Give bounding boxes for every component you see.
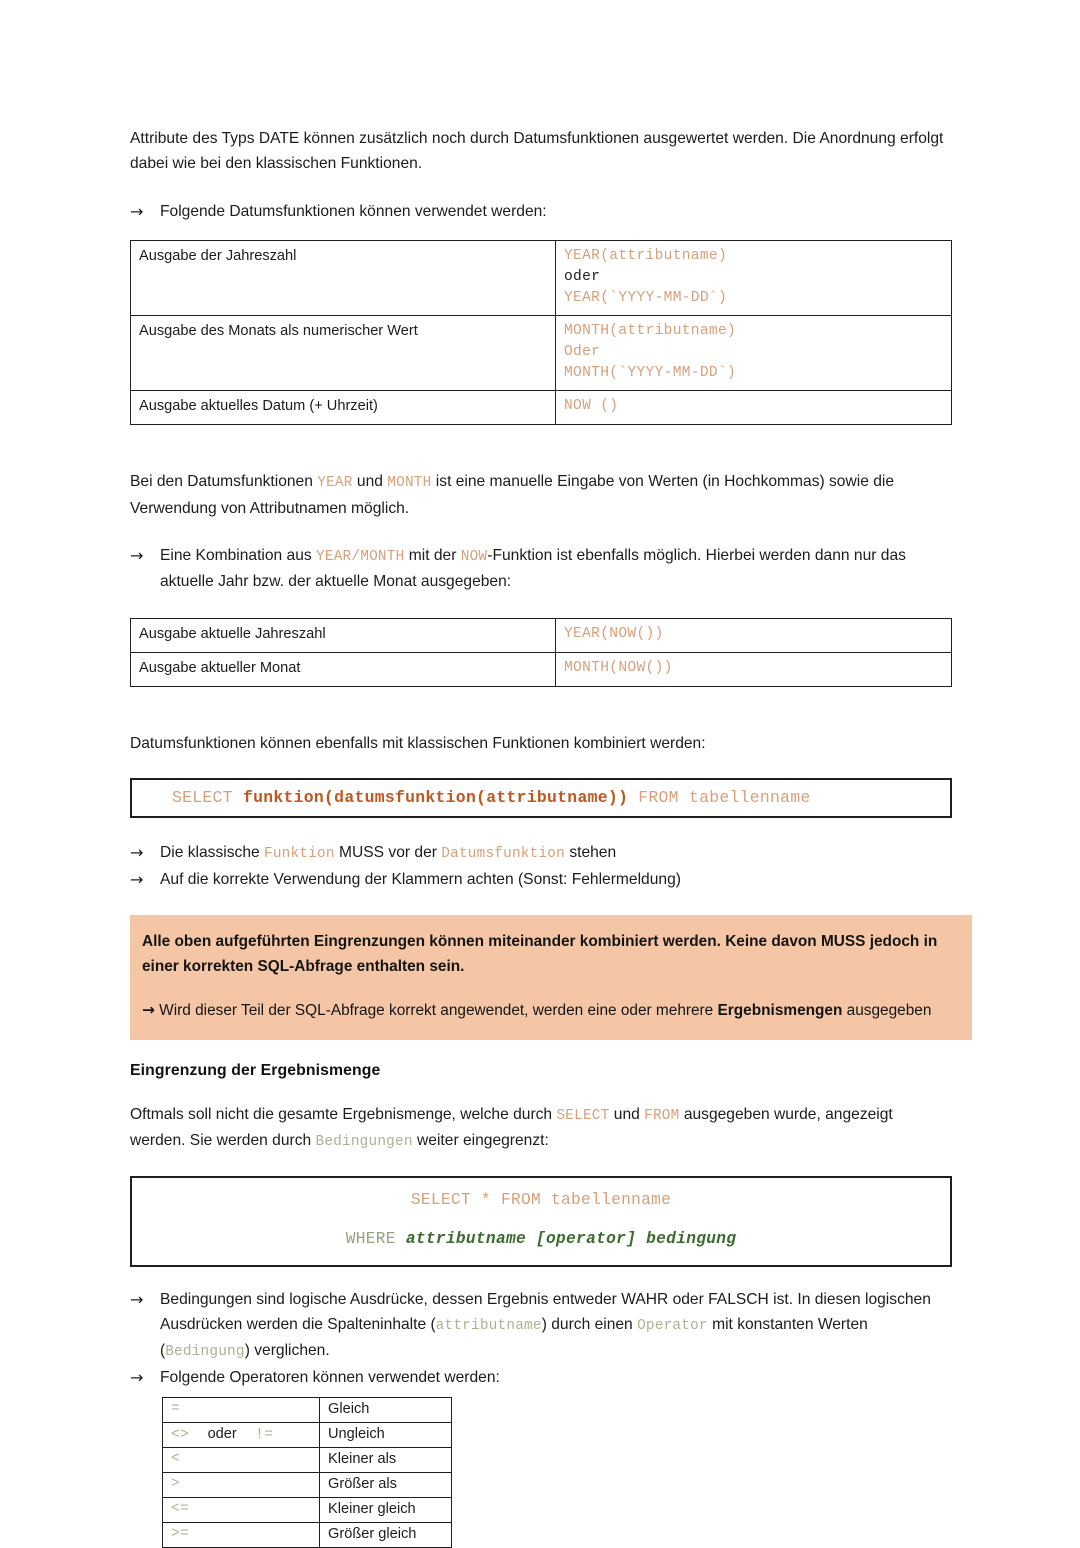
code-line: YEAR(`YYYY-MM-DD`) bbox=[564, 290, 728, 307]
code-line: Oder bbox=[564, 344, 601, 361]
code-month: MONTH bbox=[360, 548, 405, 565]
bullet-operatoren bbox=[130, 1365, 952, 1391]
operator-symbol bbox=[163, 1422, 320, 1447]
code-line: MONTH(attributname) bbox=[564, 323, 737, 340]
document-content bbox=[130, 126, 952, 1548]
operator-description: Kleiner als bbox=[320, 1447, 452, 1472]
row-code bbox=[556, 391, 952, 425]
operators-table bbox=[162, 1397, 452, 1548]
code-from: FROM bbox=[628, 788, 689, 808]
operator-symbol-primary: <> bbox=[171, 1426, 190, 1443]
operator-symbol: < bbox=[163, 1447, 320, 1472]
row-label: Ausgabe aktueller Monat bbox=[131, 653, 556, 687]
operator-symbol-alt: != bbox=[255, 1426, 274, 1443]
bullet-label: Folgende Operatoren können verwendet werden: bbox=[160, 1368, 500, 1386]
text-segment: ausgegeben wurde, angezeigt werden. Sie werden durch bbox=[130, 1105, 893, 1149]
code-tablename: tabellenname bbox=[688, 788, 811, 808]
bullet-funktion-order bbox=[130, 840, 952, 866]
row-code: MONTH(NOW()) bbox=[556, 653, 952, 687]
code-bedingung: Bedingung bbox=[165, 1344, 245, 1361]
code-line: oder bbox=[564, 269, 601, 286]
intro-paragraph: Attribute des Typs DATE können zusätzlich noch durch Datumsfunktionen ausgewertet werden. Die Anordnung erfolgt dabei wie bei den klassischen Funktionen. bbox=[130, 130, 944, 173]
row-code: YEAR(NOW()) bbox=[556, 619, 952, 653]
table-row bbox=[131, 241, 952, 316]
date-functions-table bbox=[130, 240, 952, 425]
text-segment: ) durch einen bbox=[541, 1316, 638, 1334]
code-separator: / bbox=[351, 548, 361, 565]
code-line bbox=[132, 788, 950, 807]
code-month: MONTH bbox=[387, 475, 432, 492]
text-segment: und bbox=[352, 473, 388, 491]
text-segment: Bei den Datumsfunktionen bbox=[130, 473, 318, 491]
bullet-klammern bbox=[130, 867, 952, 893]
bullet-label bbox=[160, 840, 952, 866]
row-label: Ausgabe des Monats als numerischer Wert bbox=[131, 316, 556, 391]
row-code bbox=[556, 241, 952, 316]
operator-description: Größer gleich bbox=[320, 1522, 452, 1547]
arrow-icon: → bbox=[142, 1001, 155, 1020]
table-row bbox=[163, 1422, 452, 1447]
text-segment: stehen bbox=[564, 844, 617, 862]
operator-description: Größer als bbox=[320, 1472, 452, 1497]
code-bedingungen: Bedingungen bbox=[315, 1133, 413, 1150]
code-now: NOW bbox=[460, 548, 488, 565]
row-label: Ausgabe der Jahreszahl bbox=[131, 241, 556, 316]
row-label: Ausgabe aktuelle Jahreszahl bbox=[131, 619, 556, 653]
bullet-bedingungen bbox=[130, 1287, 952, 1365]
table-row bbox=[163, 1497, 452, 1522]
text-segment: ) verglichen. bbox=[244, 1342, 330, 1360]
callout-line-1: Alle oben aufgeführten Eingrenzungen können miteinander kombiniert werden. Keine davon MUSS jedoch in einer korrekten SQL-Abfrage enthalten sein. bbox=[142, 932, 938, 975]
code-select: SELECT bbox=[556, 1107, 610, 1124]
paragraph-year-month bbox=[130, 469, 952, 521]
code-line bbox=[132, 1190, 950, 1212]
code-tablename: tabellenname bbox=[551, 1191, 672, 1210]
code-year: YEAR bbox=[316, 548, 352, 565]
section-heading: Eingrenzung der Ergebnismenge bbox=[130, 1061, 381, 1079]
callout-box bbox=[130, 915, 972, 1040]
paragraph-eingrenzung bbox=[130, 1102, 952, 1155]
table-row bbox=[131, 619, 952, 653]
row-label: Ausgabe aktuelles Datum (+ Uhrzeit) bbox=[131, 391, 556, 425]
text-segment: Die klassische bbox=[160, 844, 264, 862]
bullet-label bbox=[160, 543, 952, 595]
text-segment: und bbox=[609, 1105, 645, 1123]
code-from: FROM bbox=[644, 1107, 680, 1124]
arrow-icon: → bbox=[130, 201, 144, 221]
table-row bbox=[163, 1472, 452, 1497]
text-segment: mit der bbox=[404, 546, 461, 564]
code-line bbox=[132, 1229, 950, 1251]
code-line: NOW () bbox=[564, 398, 619, 415]
now-functions-table bbox=[130, 618, 952, 687]
text-segment: Eine Kombination aus bbox=[160, 546, 317, 564]
code-where: WHERE bbox=[345, 1230, 406, 1249]
table-row bbox=[131, 391, 952, 425]
arrow-icon: → bbox=[130, 545, 144, 565]
table-row bbox=[163, 1447, 452, 1472]
callout-line-2 bbox=[142, 998, 960, 1023]
code-funktion: Funktion bbox=[264, 846, 335, 863]
code-block-where bbox=[130, 1176, 952, 1267]
operator-symbol: <= bbox=[163, 1497, 320, 1522]
text-segment: ausgegeben bbox=[842, 1002, 932, 1020]
paragraph-combine: Datumsfunktionen können ebenfalls mit klassischen Funktionen kombiniert werden: bbox=[130, 735, 706, 753]
table-row bbox=[163, 1397, 452, 1422]
operator-description: Ungleich bbox=[320, 1422, 452, 1447]
operator-symbol: > bbox=[163, 1472, 320, 1497]
code-operator: Operator bbox=[637, 1318, 708, 1335]
table-row bbox=[163, 1522, 452, 1547]
operator-description: Kleiner gleich bbox=[320, 1497, 452, 1522]
code-funktion: funktion(datumsfunktion(attributname)) bbox=[242, 788, 629, 808]
code-condition: attributname [operator] bedingung bbox=[405, 1230, 737, 1249]
bullet-date-functions bbox=[130, 199, 952, 225]
code-year: YEAR bbox=[317, 475, 353, 492]
table-row bbox=[131, 653, 952, 687]
bullet-label: Folgende Datumsfunktionen können verwendet werden: bbox=[160, 202, 547, 220]
code-block-select-funktion bbox=[130, 778, 952, 818]
bullet-combination bbox=[130, 543, 952, 595]
text-segment: Oftmals soll nicht die gesamte Ergebnismenge, welche durch bbox=[130, 1105, 557, 1123]
bullet-label: Auf die korrekte Verwendung der Klammern achten (Sonst: Fehlermeldung) bbox=[160, 870, 681, 888]
table-row bbox=[131, 316, 952, 391]
operator-description: Gleich bbox=[320, 1397, 452, 1422]
text-segment: ist eine manuelle Eingabe von Werten (in Hochkommas) sowie die Verwendung von Attributnamen möglich. bbox=[130, 473, 895, 517]
text-segment: mit konstanten Werten ( bbox=[160, 1316, 868, 1360]
code-line: MONTH(`YYYY-MM-DD`) bbox=[564, 365, 737, 382]
code-line: YEAR(attributname) bbox=[564, 248, 728, 265]
text-segment: weiter eingegrenzt: bbox=[412, 1131, 549, 1149]
code-attributname: attributname bbox=[435, 1318, 542, 1335]
text-segment: Bedingungen sind logische Ausdrücke, dessen Ergebnis entweder WAHR oder FALSCH ist. In diesen logischen Ausdrücken werden die Spalteninhalte ( bbox=[160, 1290, 931, 1334]
text-segment: MUSS vor der bbox=[334, 844, 442, 862]
text-segment: Wird dieser Teil der SQL-Abfrage korrekt angewendet, werden eine oder mehrere bbox=[154, 1002, 718, 1020]
row-code bbox=[556, 316, 952, 391]
operator-symbol: >= bbox=[163, 1522, 320, 1547]
operator-symbol: = bbox=[163, 1397, 320, 1422]
code-select: SELECT bbox=[172, 788, 243, 808]
arrow-icon: → bbox=[130, 1367, 144, 1387]
code-datumsfunktion: Datumsfunktion bbox=[441, 846, 565, 863]
code-select-star-from: SELECT * FROM bbox=[410, 1191, 552, 1210]
arrow-icon: → bbox=[130, 843, 144, 863]
arrow-icon: → bbox=[130, 1289, 144, 1309]
operator-joiner: oder bbox=[207, 1425, 237, 1442]
callout-ergebnismengen: Ergebnismengen bbox=[717, 1002, 843, 1020]
text-segment: -Funktion ist ebenfalls möglich. Hierbei werden dann nur das aktuelle Jahr bzw. der aktuelle Monat ausgegeben: bbox=[160, 546, 906, 591]
arrow-icon: → bbox=[130, 869, 144, 889]
bullet-label bbox=[160, 1287, 952, 1365]
